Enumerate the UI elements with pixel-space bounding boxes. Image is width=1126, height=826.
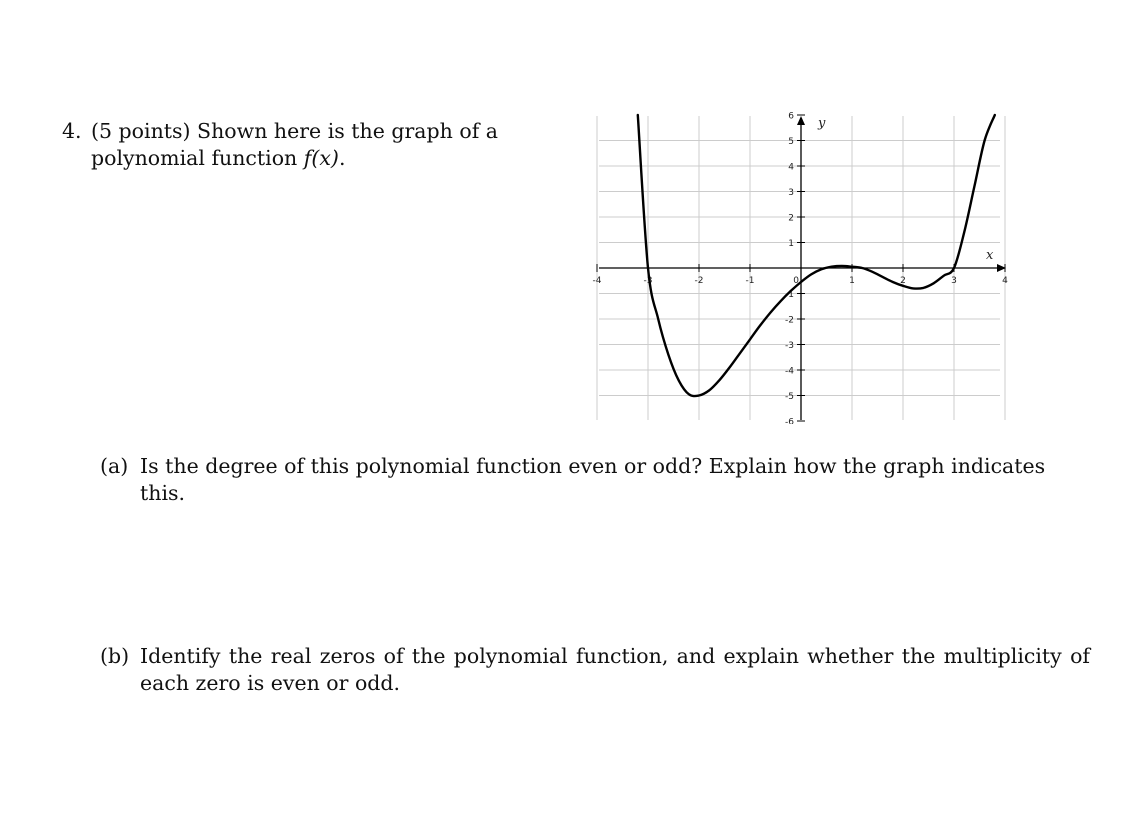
function-curve bbox=[638, 115, 995, 396]
x-tick-label: -2 bbox=[694, 276, 704, 286]
y-tick-label: 5 bbox=[788, 137, 794, 147]
y-axis-arrow bbox=[797, 116, 805, 125]
y-tick-label: 4 bbox=[788, 162, 794, 173]
part-a-label: (a) bbox=[100, 454, 129, 478]
y-tick-label: -1 bbox=[785, 290, 794, 300]
y-axis-label: y bbox=[818, 116, 826, 131]
y-tick-label: 6 bbox=[788, 112, 794, 122]
x-tick-label: 4 bbox=[1002, 276, 1008, 286]
y-tick-label: -6 bbox=[785, 417, 794, 424]
question-text-after: . bbox=[338, 146, 346, 170]
y-tick-label: 1 bbox=[788, 239, 794, 249]
y-tick-label: -5 bbox=[785, 392, 794, 402]
part-b-label: (b) bbox=[100, 644, 130, 668]
question-text-before: (5 points) Shown here is the graph of a polynomial function bbox=[91, 119, 499, 170]
part-a-text: Is the degree of this polynomial function even or odd? Explain how the graph indicates this. bbox=[140, 454, 1046, 505]
polynomial-graph bbox=[592, 112, 1008, 424]
x-axis-label: x bbox=[986, 248, 994, 263]
question-number: 4. bbox=[62, 119, 82, 143]
question-text bbox=[91, 118, 591, 172]
y-tick-label: 2 bbox=[788, 213, 794, 224]
x-tick-label: -4 bbox=[592, 276, 602, 286]
x-tick-label: 2 bbox=[900, 276, 906, 286]
origin-label: 0 bbox=[793, 276, 799, 286]
part-b-text: Identify the real zeros of the polynomial function, and explain whether the multiplicity of each zero is even or odd. bbox=[140, 644, 1090, 695]
x-tick-label: -1 bbox=[745, 276, 755, 286]
x-tick-label: -3 bbox=[643, 276, 653, 286]
x-tick-label: 3 bbox=[951, 276, 957, 286]
function-notation: f(x) bbox=[303, 146, 339, 170]
axes bbox=[599, 116, 1006, 420]
y-tick-label: -2 bbox=[785, 315, 794, 326]
y-tick-label: -3 bbox=[785, 341, 794, 351]
y-tick-label: -4 bbox=[785, 366, 794, 377]
y-tick-label: 3 bbox=[788, 188, 794, 198]
x-tick-label: 1 bbox=[849, 276, 855, 286]
